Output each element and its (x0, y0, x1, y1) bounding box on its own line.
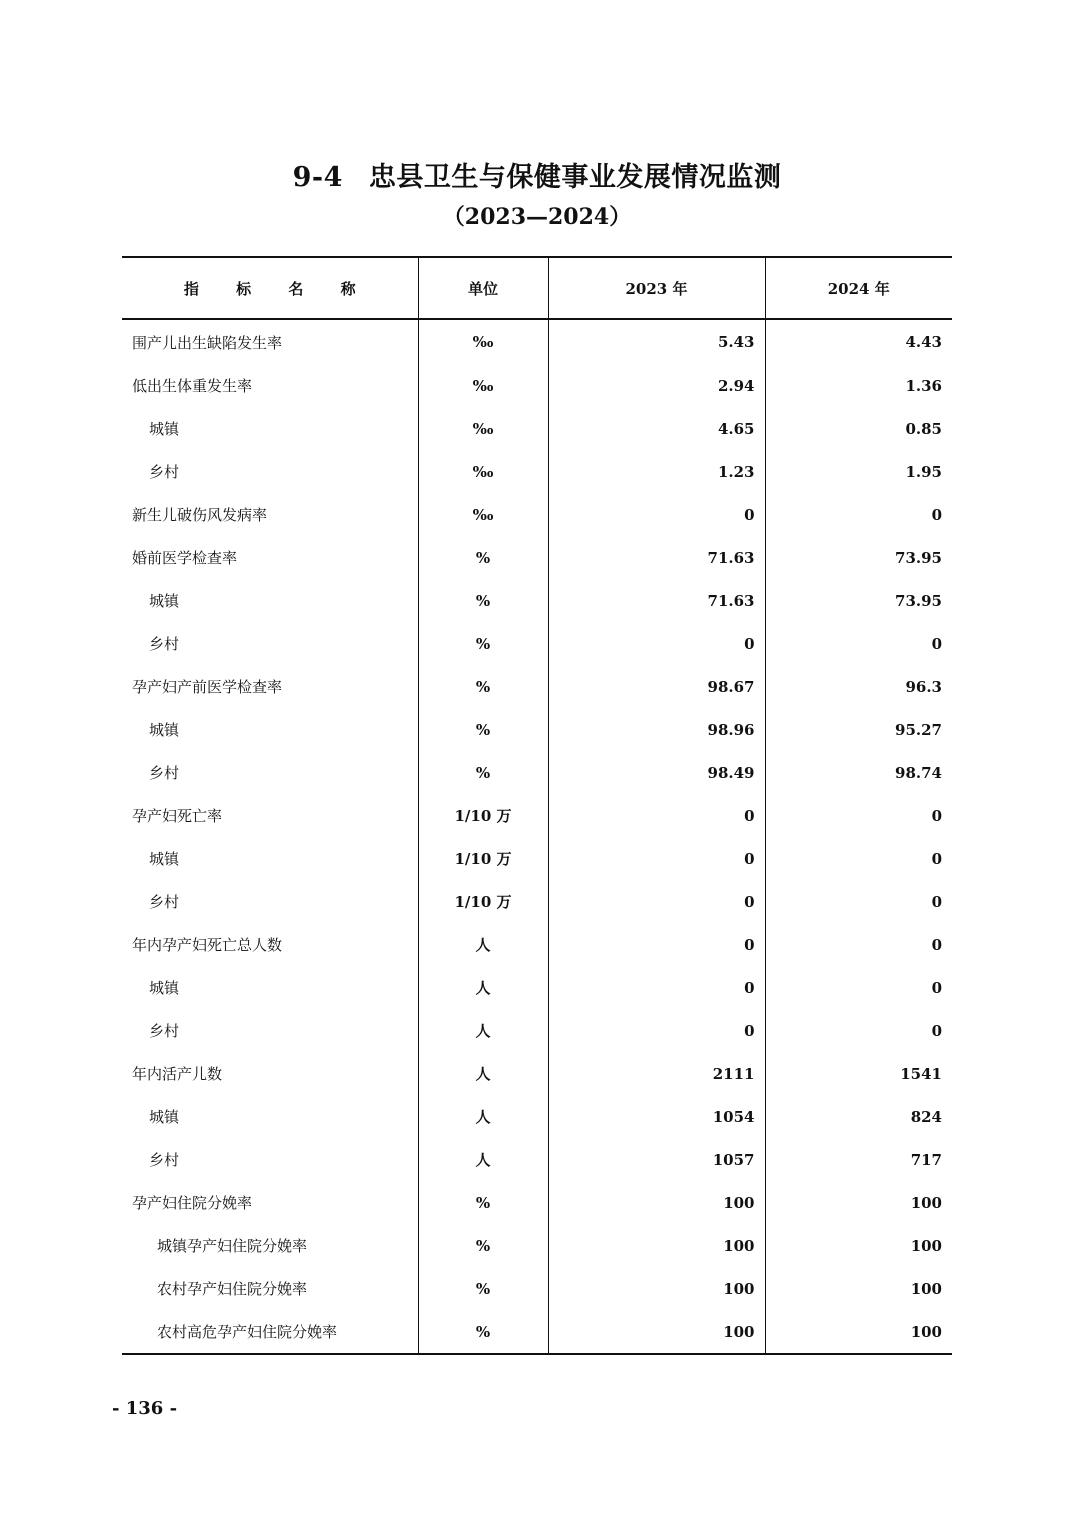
header-unit: 单位 (418, 257, 548, 319)
value-2024-cell: 0.85 (765, 407, 952, 450)
unit-cell: % (418, 1224, 548, 1267)
indicator-name-cell: 城镇 (149, 420, 180, 438)
unit-cell: ‰ (418, 450, 548, 493)
table-row (122, 751, 952, 794)
indicator-name-cell: 乡村 (149, 893, 180, 911)
unit-cell: ‰ (418, 364, 548, 407)
table-row (122, 794, 952, 837)
unit-cell: % (418, 708, 548, 751)
page-number: - 136 - (112, 1398, 178, 1419)
value-2024-cell: 1541 (765, 1052, 952, 1095)
value-2023-cell: 71.63 (548, 536, 765, 579)
value-2024-cell: 1.95 (765, 450, 952, 493)
indicator-name-cell: 城镇 (149, 979, 180, 997)
unit-cell: % (418, 1267, 548, 1310)
value-2023-cell: 0 (548, 493, 765, 536)
indicator-name-cell: 城镇孕产妇住院分娩率 (157, 1237, 308, 1255)
table-row (122, 708, 952, 751)
value-2023-cell: 98.49 (548, 751, 765, 794)
value-2023-cell: 1054 (548, 1095, 765, 1138)
value-2024-cell: 100 (765, 1181, 952, 1224)
unit-cell: % (418, 665, 548, 708)
indicator-name-cell: 乡村 (149, 1151, 180, 1169)
value-2023-cell: 100 (548, 1181, 765, 1224)
value-2024-cell: 98.74 (765, 751, 952, 794)
header-year-2023: 2023 年 (548, 257, 765, 319)
table-number: 9-4 (292, 162, 343, 193)
indicator-name-cell: 孕产妇住院分娩率 (132, 1194, 253, 1212)
unit-cell: % (418, 536, 548, 579)
unit-cell: 人 (418, 923, 548, 966)
value-2024-cell: 717 (765, 1138, 952, 1181)
value-2024-cell: 0 (765, 1009, 952, 1052)
value-2024-cell: 0 (765, 794, 952, 837)
unit-cell: ‰ (418, 493, 548, 536)
value-2024-cell: 73.95 (765, 536, 952, 579)
unit-cell: % (418, 1181, 548, 1224)
indicator-name-cell: 乡村 (149, 764, 180, 782)
indicator-name-cell: 城镇 (149, 721, 180, 739)
indicator-name-cell: 围产儿出生缺陷发生率 (132, 333, 283, 352)
unit-cell: % (418, 1310, 548, 1354)
unit-cell: 人 (418, 1138, 548, 1181)
value-2023-cell: 1057 (548, 1138, 765, 1181)
indicator-name-cell: 城镇 (149, 592, 180, 610)
value-2023-cell: 0 (548, 923, 765, 966)
unit-cell: % (418, 579, 548, 622)
table-row (122, 1224, 952, 1267)
table-row (122, 450, 952, 493)
value-2024-cell: 4.43 (765, 319, 952, 364)
value-2023-cell: 0 (548, 837, 765, 880)
value-2023-cell: 1.23 (548, 450, 765, 493)
value-2023-cell: 100 (548, 1224, 765, 1267)
table-row (122, 1138, 952, 1181)
indicator-name-cell: 年内活产儿数 (132, 1065, 223, 1083)
table-row (122, 622, 952, 665)
value-2023-cell: 0 (548, 966, 765, 1009)
unit-cell: 人 (418, 1052, 548, 1095)
value-2023-cell: 98.96 (548, 708, 765, 751)
table-row (122, 665, 952, 708)
unit-cell: ‰ (418, 407, 548, 450)
value-2023-cell: 71.63 (548, 579, 765, 622)
indicator-name-cell: 年内孕产妇死亡总人数 (132, 936, 283, 954)
year-range-subtitle: （2023—2024） (442, 204, 632, 230)
value-2023-cell: 0 (548, 794, 765, 837)
indicator-name-cell: 乡村 (149, 463, 180, 481)
page-title (0, 155, 1074, 194)
table-title-text: 忠县卫生与保健事业发展情况监测 (368, 162, 782, 193)
value-2024-cell: 100 (765, 1267, 952, 1310)
value-2024-cell: 0 (765, 622, 952, 665)
table-row (122, 319, 952, 364)
value-2023-cell: 100 (548, 1267, 765, 1310)
table-row (122, 1267, 952, 1310)
table-row (122, 923, 952, 966)
value-2024-cell: 95.27 (765, 708, 952, 751)
header-year-2024: 2024 年 (765, 257, 952, 319)
table-row (122, 966, 952, 1009)
indicator-name-cell: 新生儿破伤风发病率 (132, 506, 268, 524)
value-2023-cell: 0 (548, 1009, 765, 1052)
value-2024-cell: 73.95 (765, 579, 952, 622)
header-indicator-name: 指 标 名 称 (122, 257, 418, 319)
table-row (122, 1095, 952, 1138)
unit-cell: 人 (418, 1009, 548, 1052)
unit-cell: % (418, 622, 548, 665)
table-row (122, 364, 952, 407)
value-2023-cell: 4.65 (548, 407, 765, 450)
table-row (122, 407, 952, 450)
table-row (122, 536, 952, 579)
table-row (122, 837, 952, 880)
unit-cell: ‰ (418, 319, 548, 364)
table-row (122, 1181, 952, 1224)
unit-cell: % (418, 751, 548, 794)
value-2024-cell: 0 (765, 923, 952, 966)
table-row (122, 579, 952, 622)
table-row (122, 880, 952, 923)
health-statistics-table (122, 256, 952, 1355)
indicator-name-cell: 孕产妇产前医学检查率 (132, 678, 283, 696)
value-2024-cell: 0 (765, 880, 952, 923)
unit-cell: 1/10 万 (418, 794, 548, 837)
indicator-name-cell: 孕产妇死亡率 (132, 807, 223, 825)
table-row (122, 493, 952, 536)
value-2024-cell: 100 (765, 1310, 952, 1354)
table-body (122, 319, 952, 1354)
indicator-name-cell: 乡村 (149, 1022, 180, 1040)
table-header (122, 257, 952, 319)
indicator-name-cell: 城镇 (149, 1108, 180, 1126)
indicator-name-cell: 城镇 (149, 850, 180, 868)
unit-cell: 人 (418, 1095, 548, 1138)
indicator-name-cell: 低出生体重发生率 (132, 377, 253, 395)
unit-cell: 人 (418, 966, 548, 1009)
indicator-name-cell: 婚前医学检查率 (132, 549, 238, 567)
value-2023-cell: 100 (548, 1310, 765, 1354)
value-2023-cell: 5.43 (548, 319, 765, 364)
indicator-name-cell: 乡村 (149, 635, 180, 653)
unit-cell: 1/10 万 (418, 880, 548, 923)
value-2023-cell: 98.67 (548, 665, 765, 708)
value-2024-cell: 96.3 (765, 665, 952, 708)
value-2023-cell: 2.94 (548, 364, 765, 407)
value-2023-cell: 2111 (548, 1052, 765, 1095)
value-2024-cell: 0 (765, 837, 952, 880)
value-2024-cell: 824 (765, 1095, 952, 1138)
value-2023-cell: 0 (548, 880, 765, 923)
table-row (122, 1310, 952, 1354)
table-row (122, 1052, 952, 1095)
value-2024-cell: 100 (765, 1224, 952, 1267)
value-2024-cell: 0 (765, 966, 952, 1009)
table-row (122, 1009, 952, 1052)
indicator-name-cell: 农村高危孕产妇住院分娩率 (157, 1323, 338, 1341)
unit-cell: 1/10 万 (418, 837, 548, 880)
indicator-name-cell: 农村孕产妇住院分娩率 (157, 1280, 308, 1298)
value-2024-cell: 0 (765, 493, 952, 536)
value-2024-cell: 1.36 (765, 364, 952, 407)
value-2023-cell: 0 (548, 622, 765, 665)
